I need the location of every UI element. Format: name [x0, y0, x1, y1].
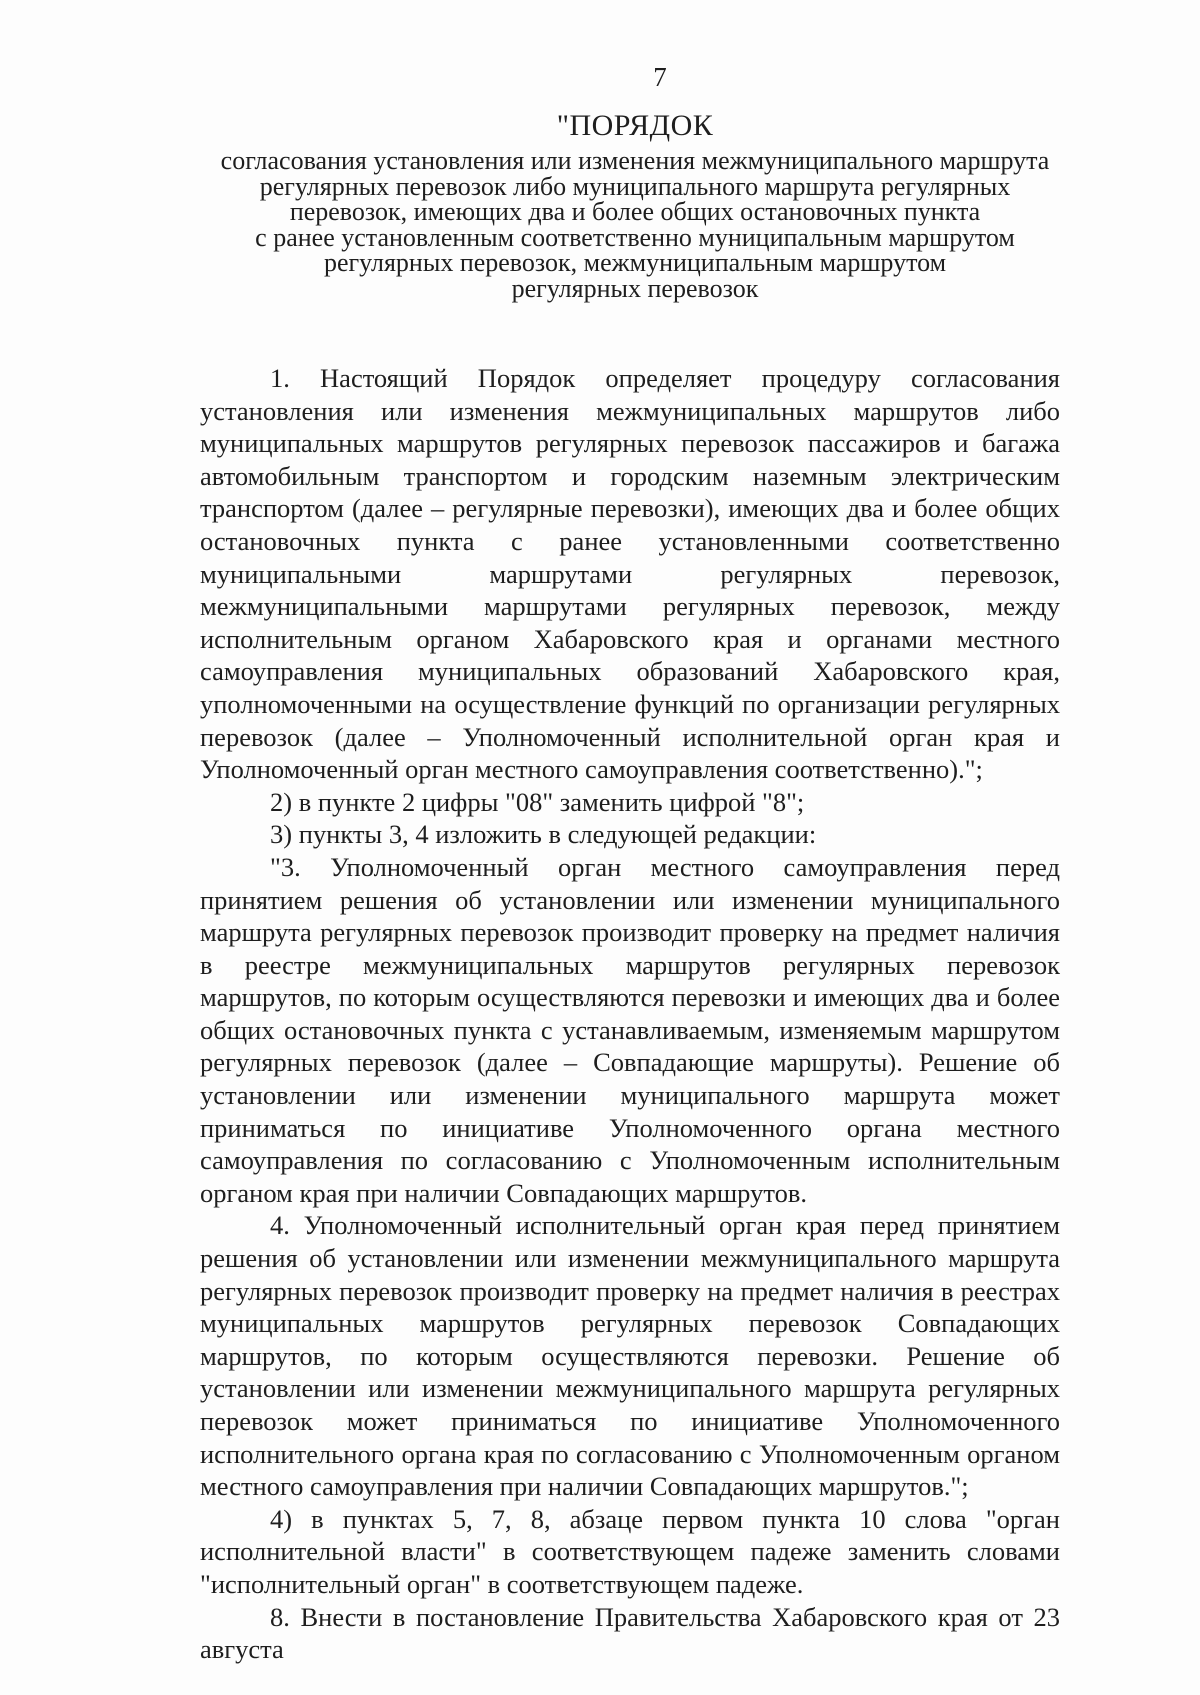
paragraph-clause-4: 4. Уполномоченный исполнительный орган края перед принятием решения об установлении или изменении межмуниципального маршрута регулярных перевозок производит проверку на предмет наличия в реестрах муниципальных маршрутов регулярных перевозок Совпадающих маршрутов, по которым осуществляются перевозки. Решение об установлении или изменении межмуниципального маршрута регулярных перевозок может приниматься по инициативе Уполномоченного исполнительного органа края по согласованию с Уполномоченным органом местного самоуправления при наличии Совпадающих маршрутов."; [200, 1210, 1060, 1502]
paragraph-amendment-4: 4) в пунктах 5, 7, 8, абзаце первом пункта 10 слова "орган исполнительной власти" в соответствующем падеже заменить словами "исполнительный орган" в соответствующем падеже. [200, 1503, 1060, 1599]
subtitle-line: регулярных перевозок либо муниципального маршрута регулярных [259, 171, 1011, 201]
paragraph-clause-3: "3. Уполномоченный орган местного самоуправления перед принятием решения об установлении или изменении муниципального маршрута регулярных перевозок производит проверку на предмет наличия в реестре межмуниципальных маршрутов регулярных перевозок маршрутов, по которым осуществляются перевозки и имеющих два и более общих остановочных пункта с устанавливаемым, изменяемым маршрутом регулярных перевозок (далее – Совпадающие маршруты). Решение об установлении или изменении муниципального маршрута может приниматься по инициативе Уполномоченного органа местного самоуправления по согласованию с Уполномоченным исполнительным органом края при наличии Совпадающих маршрутов. [200, 851, 1060, 1208]
title-block [195, 108, 1075, 301]
subtitle-line: согласования установления или изменения межмуниципального маршрута [220, 146, 1050, 175]
document-title: "ПОРЯДОК [556, 109, 714, 142]
paragraph-amendment-2: 2) в пункте 2 цифры "08" заменить цифрой "8"; [270, 786, 805, 817]
document-body [200, 362, 1060, 1666]
paragraph-item-8: 8. Внести в постановление Правительства Хабаровского края от 23 августа [200, 1601, 1060, 1665]
paragraph-amendment-3: 3) пункты 3, 4 изложить в следующей редакции: [270, 819, 817, 850]
subtitle-line: регулярных перевозок, межмуниципальным маршрутом [323, 248, 947, 277]
subtitle-line: регулярных перевозок [511, 273, 759, 303]
subtitle-line: перевозок, имеющих два и более общих остановочных пункта [289, 197, 981, 226]
paragraph-procedure-scope: 1. Настоящий Порядок определяет процедуру согласования установления или изменения межмуниципальных маршрутов либо муниципальных маршрутов регулярных перевозок пассажиров и багажа автомобильным транспортом и городским наземным электрическим транспортом (далее – регулярные перевозки), имеющих два и более общих остановочных пункта с ранее установленными соответственно муниципальными маршрутами регулярных перевозок, межмуниципальными маршрутами регулярных перевозок, между исполнительным органом Хабаровского края и органами местного самоуправления муниципальных образований Хабаровского края, уполномоченными на осуществление функций по организации регулярных перевозок (далее – Уполномоченный исполнительной орган края и Уполномоченный орган местного самоуправления соответственно)."; [200, 363, 1060, 785]
page-number: 7 [653, 62, 667, 92]
document-subtitle [195, 148, 1075, 301]
subtitle-line: с ранее установленным соответственно муниципальным маршрутом [255, 222, 1015, 252]
